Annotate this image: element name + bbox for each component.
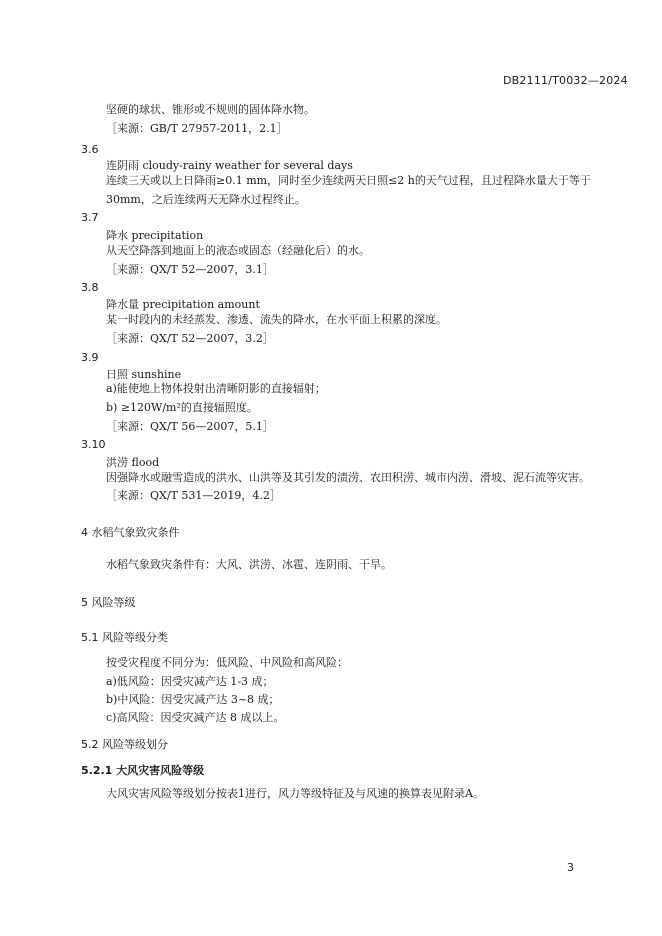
clause-number: 3.10 <box>81 438 106 451</box>
clause-number: 3.9 <box>81 351 99 364</box>
paragraph-text: 按受灾程度不同分为：低风险、中风险和高风险： <box>106 656 348 669</box>
source-reference: ［来源：QX/T 531—2019，4.2］ <box>106 489 281 502</box>
clause-number: 3.7 <box>81 211 99 224</box>
page-number: 3 <box>567 861 575 874</box>
definition-text: 连续三天或以上日降雨≥0.1 mm，同时至少连续两天日照≤2 h的天气过程，且过程降水量大于等于 <box>106 174 591 187</box>
definition-text: a)能使地上物体投射出清晰阴影的直接辐射； <box>106 382 326 395</box>
section-heading: 5 风险等级 <box>81 596 136 609</box>
definition-text: b) ≥120W/m²的直接辐照度。 <box>106 401 258 414</box>
term-title: 日照 sunshine <box>106 368 182 381</box>
source-reference: ［来源：QX/T 56—2007，5.1］ <box>106 420 274 433</box>
paragraph-text: 大风灾害风险等级划分按表1进行，风力等级特征及与风速的换算表见附录A。 <box>106 787 484 800</box>
clause-number: 3.8 <box>81 281 99 294</box>
term-title: 洪涝 flood <box>106 456 160 469</box>
term-title: 降水量 precipitation amount <box>106 298 260 311</box>
source-reference: ［来源：QX/T 52—2007，3.2］ <box>106 332 274 345</box>
definition-text: 30mm，之后连续两天无降水过程终止。 <box>106 193 306 206</box>
term-title: 降水 precipitation <box>106 229 204 242</box>
subsection-heading: 5.2 风险等级划分 <box>81 738 168 751</box>
list-item: b)中风险：因受灾减产达 3~8 成； <box>106 693 280 706</box>
source-reference: ［来源：GB/T 27957-2011，2.1］ <box>106 122 288 135</box>
subsection-heading: 5.1 风险等级分类 <box>81 631 168 644</box>
document-id-header: DB2111/T0032—2024 <box>503 74 628 87</box>
clause-number: 3.6 <box>81 143 99 156</box>
definition-text: 某一时段内的未经蒸发、渗透、流失的降水，在水平面上积累的深度。 <box>106 313 447 326</box>
definition-text: 因强降水或融雪造成的洪水、山洪等及其引发的渍涝、农田积涝、城市内涝、滑坡、泥石流等灾害。 <box>106 471 590 484</box>
definition-text: 从天空降落到地面上的液态或固态（经融化后）的水。 <box>106 244 370 257</box>
list-item: c)高风险：因受灾减产达 8 成以上。 <box>106 711 285 724</box>
term-title: 连阴雨 cloudy-rainy weather for several days <box>106 159 353 172</box>
subsubsection-heading: 5.2.1 大风灾害风险等级 <box>81 764 205 777</box>
paragraph-text: 水稻气象致灾条件有：大风、洪涝、冰雹、连阴雨、干旱。 <box>106 558 392 571</box>
section-heading: 4 水稻气象致灾条件 <box>81 526 180 539</box>
source-reference: ［来源：QX/T 52—2007，3.1］ <box>106 263 274 276</box>
list-item: a)低风险：因受灾减产达 1-3 成； <box>106 675 274 688</box>
definition-text: 坚硬的球状、锥形或不规则的固体降水物。 <box>106 103 315 116</box>
